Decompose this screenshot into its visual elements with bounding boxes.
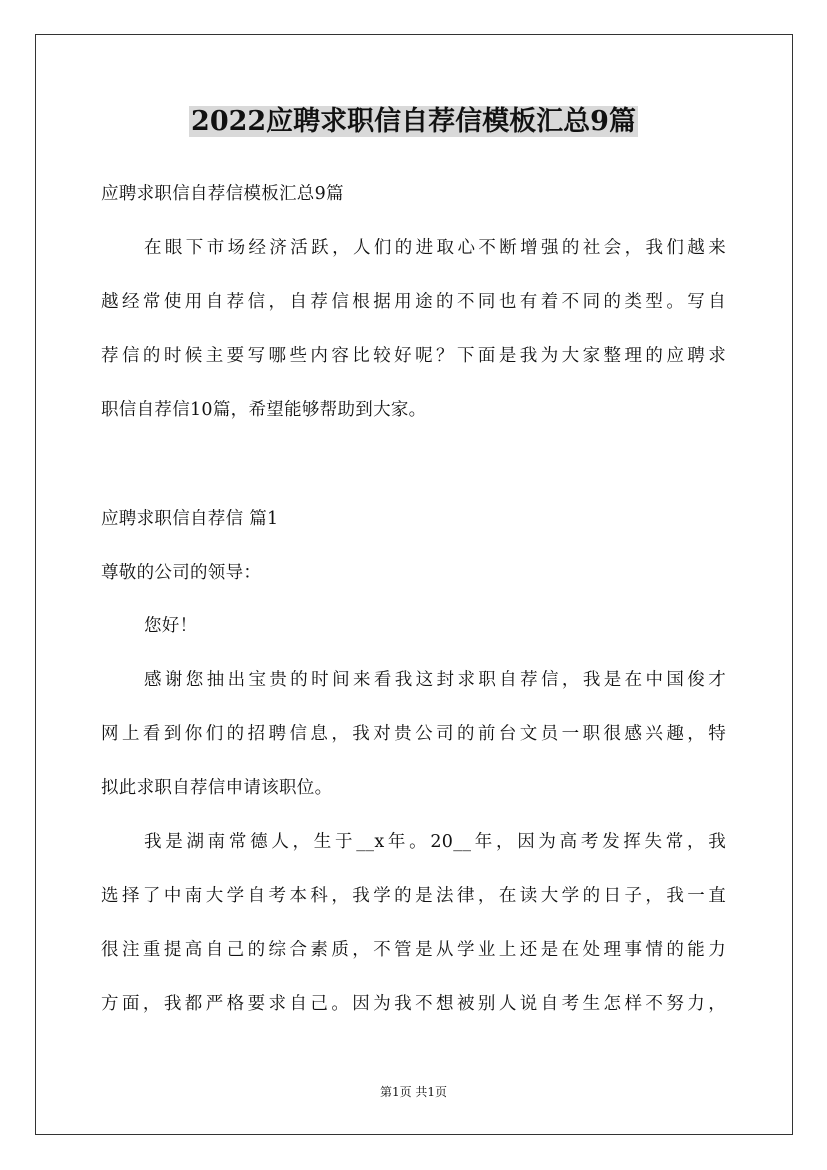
greeting: 您好！ <box>144 616 198 636</box>
para2-line-1: 我是湖南常德人，生于__x年。20__年，因为高考发挥失常，我 <box>144 832 726 852</box>
para2-line-3: 很注重提高自己的综合素质，不管是从学业上还是在处理事情的能力 <box>101 940 726 960</box>
para2-line-4: 方面，我都严格要求自己。因为我不想被别人说自考生怎样不努力， <box>101 994 726 1014</box>
document-title <box>0 100 827 144</box>
intro-line-2: 越经常使用自荐信，自荐信根据用途的不同也有着不同的类型。写自 <box>101 292 726 312</box>
document-title-text: 2022应聘求职信自荐信模板汇总9篇 <box>191 106 636 137</box>
intro-line-4: 职信自荐信10篇，希望能够帮助到大家。 <box>101 400 427 420</box>
para1-line-2: 网上看到你们的招聘信息，我对贵公司的前台文员一职很感兴趣，特 <box>101 724 726 744</box>
salutation: 尊敬的公司的领导： <box>101 563 262 583</box>
intro-line-1: 在眼下市场经济活跃，人们的进取心不断增强的社会，我们越来 <box>144 238 726 258</box>
para2-line-2: 选择了中南大学自考本科，我学的是法律，在读大学的日子，我一直 <box>101 886 726 906</box>
section-heading: 应聘求职信自荐信 篇1 <box>101 509 279 529</box>
para1-line-3: 拟此求职自荐信申请该职位。 <box>101 778 333 798</box>
page-footer: 第1页 共1页 <box>379 1085 448 1099</box>
intro-line-3: 荐信的时候主要写哪些内容比较好呢？下面是我为大家整理的应聘求 <box>101 346 726 366</box>
para1-line-1: 感谢您抽出宝贵的时间来看我这封求职自荐信，我是在中国俊才 <box>144 670 726 690</box>
document-subtitle: 应聘求职信自荐信模板汇总9篇 <box>101 184 344 204</box>
